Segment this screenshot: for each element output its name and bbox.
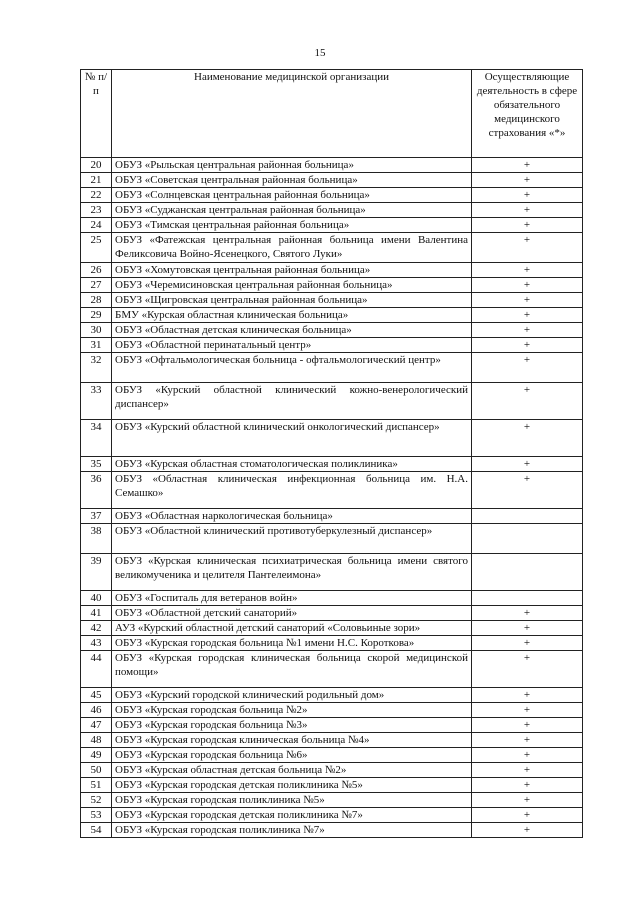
row-number: 35 [81, 457, 112, 472]
organization-name: ОБУЗ «Курская клиническая психиатрическая больница имени святого великомученика и целителя Пантелеимона» [112, 554, 472, 591]
table-row [81, 203, 583, 218]
row-number: 49 [81, 748, 112, 763]
oms-mark: + [472, 472, 583, 509]
oms-mark: + [472, 457, 583, 472]
table-row [81, 457, 583, 472]
organization-name: ОБУЗ «Курская областная стоматологическая поликлиника» [112, 457, 472, 472]
organization-name: ОБУЗ «Тимская центральная районная больница» [112, 218, 472, 233]
row-number: 40 [81, 591, 112, 606]
table-row [81, 823, 583, 838]
organization-name: ОБУЗ «Черемисиновская центральная районная больница» [112, 278, 472, 293]
row-number: 54 [81, 823, 112, 838]
oms-mark: + [472, 293, 583, 308]
table-row [81, 733, 583, 748]
row-number: 25 [81, 233, 112, 263]
organization-name: ОБУЗ «Курская городская детская поликлиника №7» [112, 808, 472, 823]
table-row [81, 173, 583, 188]
organization-name: ОБУЗ «Областной детский санаторий» [112, 606, 472, 621]
oms-mark: + [472, 651, 583, 688]
row-number: 32 [81, 353, 112, 383]
row-number: 21 [81, 173, 112, 188]
organization-name: ОБУЗ «Областная наркологическая больница» [112, 509, 472, 524]
oms-mark: + [472, 353, 583, 383]
oms-mark: + [472, 606, 583, 621]
table-row [81, 606, 583, 621]
oms-mark: + [472, 308, 583, 323]
oms-mark: + [472, 636, 583, 651]
table-row [81, 763, 583, 778]
organization-name: ОБУЗ «Суджанская центральная районная больница» [112, 203, 472, 218]
organization-name: ОБУЗ «Областной перинатальный центр» [112, 338, 472, 353]
table-row [81, 158, 583, 173]
row-number: 31 [81, 338, 112, 353]
table-row [81, 472, 583, 509]
row-number: 28 [81, 293, 112, 308]
row-number: 39 [81, 554, 112, 591]
oms-mark [472, 509, 583, 524]
page-number: 15 [314, 47, 326, 59]
table-row [81, 636, 583, 651]
oms-mark: + [472, 420, 583, 457]
organization-name: АУЗ «Курский областной детский санаторий «Соловьиные зори» [112, 621, 472, 636]
row-number: 48 [81, 733, 112, 748]
oms-mark: + [472, 338, 583, 353]
table-row [81, 293, 583, 308]
table-row [81, 323, 583, 338]
organization-name: ОБУЗ «Курская городская клиническая больница скорой медицинской помощи» [112, 651, 472, 688]
table-row [81, 233, 583, 263]
organization-name: ОБУЗ «Госпиталь для ветеранов войн» [112, 591, 472, 606]
organization-name: ОБУЗ «Фатежская центральная районная больница имени Валентина Феликсовича Войно-Ясенецкого, Святого Луки» [112, 233, 472, 263]
organization-name: ОБУЗ «Курский областной клинический онкологический диспансер» [112, 420, 472, 457]
table-row [81, 420, 583, 457]
oms-mark: + [472, 218, 583, 233]
table-row [81, 524, 583, 554]
oms-mark [472, 591, 583, 606]
organization-name: ОБУЗ «Курская городская больница №3» [112, 718, 472, 733]
row-number: 44 [81, 651, 112, 688]
organization-name: ОБУЗ «Курская городская поликлиника №7» [112, 823, 472, 838]
table-row [81, 591, 583, 606]
organization-name: ОБУЗ «Курская городская больница №6» [112, 748, 472, 763]
organization-name: ОБУЗ «Областная клиническая инфекционная больница им. Н.А. Семашко» [112, 472, 472, 509]
oms-mark [472, 554, 583, 591]
organization-name: ОБУЗ «Курский городской клинический родильный дом» [112, 688, 472, 703]
table-row [81, 509, 583, 524]
row-number: 42 [81, 621, 112, 636]
organization-name: ОБУЗ «Советская центральная районная больница» [112, 173, 472, 188]
table-row [81, 554, 583, 591]
oms-mark [472, 524, 583, 554]
oms-mark: + [472, 763, 583, 778]
table-row [81, 278, 583, 293]
organization-name: ОБУЗ «Офтальмологическая больница - офтальмологический центр» [112, 353, 472, 383]
oms-mark: + [472, 778, 583, 793]
row-number: 46 [81, 703, 112, 718]
table-row [81, 621, 583, 636]
table-row [81, 263, 583, 278]
row-number: 36 [81, 472, 112, 509]
table-header-row [81, 70, 583, 158]
oms-mark: + [472, 808, 583, 823]
oms-mark: + [472, 233, 583, 263]
table-row [81, 338, 583, 353]
header-organization-name: Наименование медицинской организации [112, 70, 472, 158]
organization-name: ОБУЗ «Курская городская больница №2» [112, 703, 472, 718]
row-number: 50 [81, 763, 112, 778]
row-number: 26 [81, 263, 112, 278]
row-number: 45 [81, 688, 112, 703]
table-row [81, 308, 583, 323]
row-number: 23 [81, 203, 112, 218]
row-number: 53 [81, 808, 112, 823]
row-number: 33 [81, 383, 112, 420]
table-body [81, 158, 583, 838]
oms-mark: + [472, 823, 583, 838]
organization-name: ОБУЗ «Курская городская детская поликлиника №5» [112, 778, 472, 793]
header-number: № п/п [81, 70, 112, 158]
row-number: 20 [81, 158, 112, 173]
organization-name: ОБУЗ «Рыльская центральная районная больница» [112, 158, 472, 173]
row-number: 38 [81, 524, 112, 554]
row-number: 43 [81, 636, 112, 651]
oms-mark: + [472, 621, 583, 636]
table-row [81, 703, 583, 718]
oms-mark: + [472, 203, 583, 218]
oms-mark: + [472, 688, 583, 703]
oms-mark: + [472, 323, 583, 338]
table-row [81, 718, 583, 733]
oms-mark: + [472, 158, 583, 173]
table-row [81, 188, 583, 203]
row-number: 22 [81, 188, 112, 203]
organization-name: ОБУЗ «Областной клинический противотуберкулезный диспансер» [112, 524, 472, 554]
table-row [81, 218, 583, 233]
oms-mark: + [472, 718, 583, 733]
table-row [81, 793, 583, 808]
row-number: 27 [81, 278, 112, 293]
row-number: 51 [81, 778, 112, 793]
row-number: 37 [81, 509, 112, 524]
row-number: 24 [81, 218, 112, 233]
table-row [81, 383, 583, 420]
header-oms-activity: Осуществляющие деятельность в сфере обязательного медицинского страхования «*» [472, 70, 583, 158]
table-row [81, 778, 583, 793]
organization-name: ОБУЗ «Курская городская клиническая больница №4» [112, 733, 472, 748]
organization-name: ОБУЗ «Щигровская центральная районная больница» [112, 293, 472, 308]
oms-mark: + [472, 733, 583, 748]
row-number: 34 [81, 420, 112, 457]
oms-mark: + [472, 793, 583, 808]
organization-name: ОБУЗ «Хомутовская центральная районная больница» [112, 263, 472, 278]
table-row [81, 748, 583, 763]
organization-name: ОБУЗ «Курская городская больница №1 имени Н.С. Короткова» [112, 636, 472, 651]
oms-mark: + [472, 748, 583, 763]
row-number: 30 [81, 323, 112, 338]
row-number: 52 [81, 793, 112, 808]
medical-organizations-table [80, 69, 583, 838]
organization-name: ОБУЗ «Курская городская поликлиника №5» [112, 793, 472, 808]
row-number: 29 [81, 308, 112, 323]
row-number: 47 [81, 718, 112, 733]
oms-mark: + [472, 173, 583, 188]
oms-mark: + [472, 383, 583, 420]
organization-name: ОБУЗ «Солнцевская центральная районная больница» [112, 188, 472, 203]
table-row [81, 353, 583, 383]
table-row [81, 688, 583, 703]
oms-mark: + [472, 188, 583, 203]
oms-mark: + [472, 703, 583, 718]
row-number: 41 [81, 606, 112, 621]
organization-name: ОБУЗ «Курский областной клинический кожно-венерологический диспансер» [112, 383, 472, 420]
organization-name: ОБУЗ «Курская областная детская больница №2» [112, 763, 472, 778]
organization-name: БМУ «Курская областная клиническая больница» [112, 308, 472, 323]
organization-name: ОБУЗ «Областная детская клиническая больница» [112, 323, 472, 338]
table-row [81, 651, 583, 688]
oms-mark: + [472, 263, 583, 278]
table-row [81, 808, 583, 823]
oms-mark: + [472, 278, 583, 293]
